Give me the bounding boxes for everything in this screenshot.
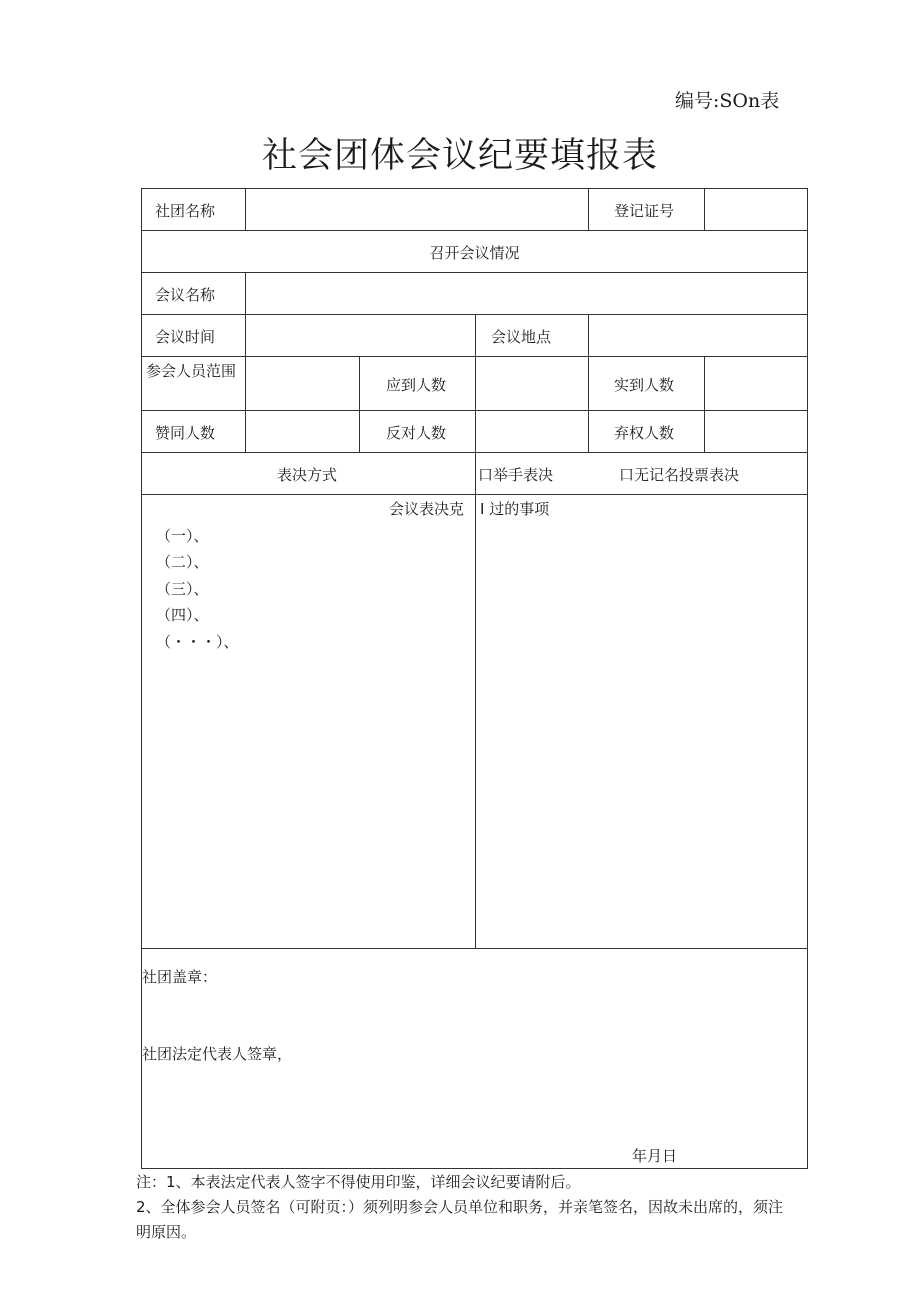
col-divider [475,452,476,494]
col-divider [704,188,705,230]
table-border-right [807,188,808,1168]
table-border-top [141,188,808,189]
resolution-heading-right: I 过的事项 [480,500,550,518]
org-name-label: 社团名称 [155,202,216,220]
col-divider [588,314,589,356]
row-divider [141,272,808,273]
meeting-place-label: 会议地点 [491,328,552,346]
row-divider [141,230,808,231]
col-divider [588,356,589,452]
vote-method-label: 表决方式 [277,466,338,484]
page-title: 社会团体会议纪要填报表 [261,136,658,176]
org-seal-label: 社团盖章： [142,968,218,986]
col-divider [475,494,476,948]
col-divider [475,356,476,452]
approve-count-label: 赞同人数 [155,424,216,442]
col-divider [359,356,360,452]
meeting-name-label: 会议名称 [155,286,216,304]
col-divider [245,272,246,314]
resolution-item: （・・・）、 [156,633,239,651]
date-label: 年月日 [632,1147,678,1165]
note-line-3: 明原因。 [136,1223,197,1241]
resolution-item: （三）、 [156,580,209,598]
table-border-left [141,188,142,1168]
actual-count-label: 实到人数 [614,376,675,394]
col-divider [704,356,705,452]
legal-rep-signature-label: 社团法定代表人签章， [142,1045,293,1063]
oppose-count-label: 反对人数 [386,424,447,442]
abstain-count-label: 弃权人数 [614,424,675,442]
expected-count-label: 应到人数 [386,376,447,394]
section-heading: 召开会议情况 [429,244,520,262]
attendee-scope-label: 参会人员范围 [146,362,237,380]
row-divider [141,948,808,949]
form-serial-number: 编号:SOn表 [675,90,780,112]
col-divider [475,314,476,356]
table-border-bottom [141,1168,808,1169]
col-divider [588,188,589,230]
meeting-time-label: 会议时间 [155,328,216,346]
vote-option-hand-raise[interactable]: 口举手表决 [478,466,554,484]
reg-no-label: 登记证号 [614,202,675,220]
col-divider [245,314,246,356]
col-divider [245,356,246,452]
vote-option-anonymous-ballot[interactable]: 口无记名投票表决 [619,466,740,484]
resolution-item: （一）、 [156,527,209,545]
resolution-item: （四）、 [156,606,209,624]
note-line-1: 注：1、本表法定代表人签字不得使用印鉴，详细会议纪要请附后。 [136,1173,581,1191]
resolution-item: （二）、 [156,553,209,571]
note-line-2: 2、全体参会人员签名（可附页：）须列明参会人员单位和职务，并亲笔签名，因故未出席的，须注 [136,1198,784,1216]
col-divider [245,188,246,230]
resolution-heading-left: 会议表决克 [389,500,465,518]
